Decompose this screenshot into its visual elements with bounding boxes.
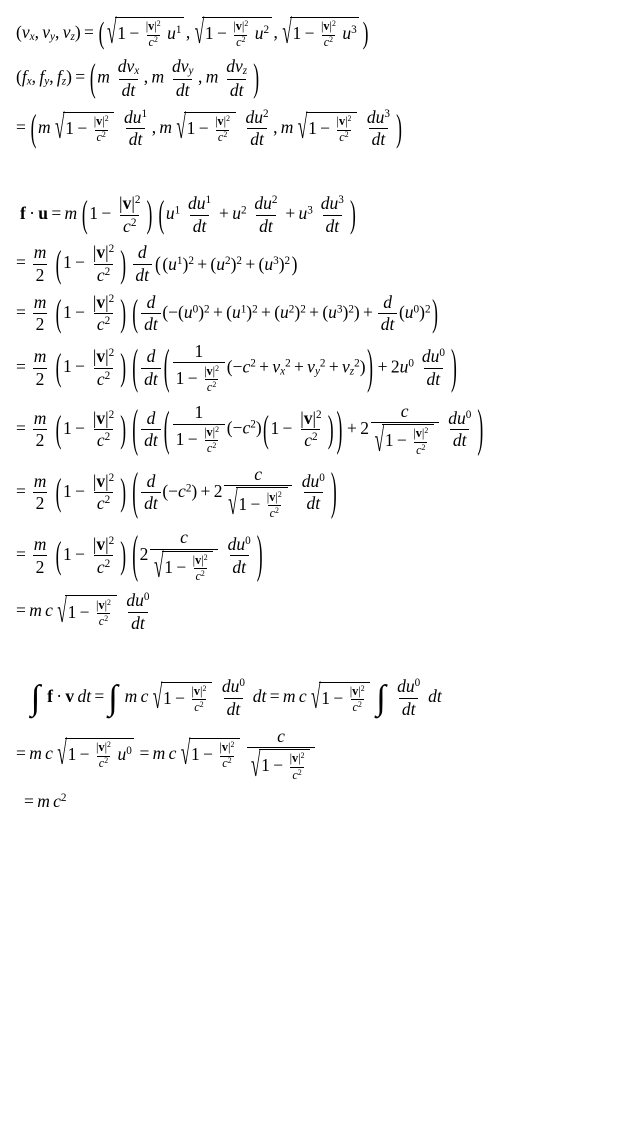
fraction: $\frac{du^1}{dt}$	[124, 106, 148, 150]
fraction: $\frac{|v|^2}{c^2}$	[219, 740, 235, 771]
eq-f-dot-u-result: = m c √ 1 − $\frac{|v|^2}{c^2}$ $\frac{du^0}{dt}$	[16, 591, 622, 633]
fraction: $\frac{|v|^2}{c^2}$	[320, 19, 336, 50]
fraction: $\frac{d}{dt}$	[141, 293, 160, 335]
radical-sign-icon: √	[250, 744, 261, 784]
square-root: √ 1 − $\frac{|v|^2}{c^2}$ $u^3$	[282, 17, 359, 50]
fraction: $\frac{d}{dt}$	[141, 409, 160, 451]
fraction: $\frac{m}{2}$	[33, 291, 47, 335]
fraction: $\frac{|v|^2}{c^2}$	[204, 363, 220, 394]
paren-group: ( $\frac{d}{dt}$ $(-(u^0)^2 + (u^1)^2 + (u^2)^2 + (u^3)^2)$ + $\frac{d}{dt}$ $(u^0)^2$ )	[132, 290, 438, 335]
fraction: $\frac{m}{2}$	[33, 242, 47, 285]
fraction: $\frac{d}{dt}$	[141, 347, 160, 389]
fraction: $\frac{\text{dvy}}{dt}$	[171, 56, 194, 101]
fraction: $\frac{|v|^2}{c^2}$	[96, 740, 111, 771]
fraction: $\frac{|v|^2}{c^2}$	[336, 114, 352, 145]
square-root: √ 1 − $\frac{|v|^2}{c^2}$	[311, 682, 370, 715]
square-root: √ 1 − $\frac{|v|^2}{c^2}$ $u^1$	[107, 17, 184, 50]
radical-sign-icon: √	[176, 107, 186, 147]
fraction: $\frac{|v|^2}{c^2}$	[192, 552, 208, 583]
paren-group: ( $\frac{d}{dt}$ $(-c^2) + 2$ c √ 1 − $\frac{|v|^2}{c^2}$ $\frac{du^0}{dt}$ )	[132, 461, 337, 522]
fraction: $\frac{du^0}{dt}$	[221, 676, 245, 719]
fraction: $\frac{|v|^2}{c^2}$	[96, 597, 111, 628]
equation-block-velocity-and-force-components	[16, 12, 622, 150]
radical-sign-icon: √	[153, 546, 164, 585]
eq-evaluate-u0: = m c √ 1 − $\frac{|v|^2}{c^2}$ $u^0$ = m c √ 1 − $\frac{|v|^2}{c^2}$ c √ 1 − $\frac{|v|^2}{c^2}$	[16, 727, 622, 783]
fraction: $\frac{|v|^2}{c^2}$	[266, 489, 282, 520]
fraction: $\frac{|v|^2}{c^2}$	[191, 683, 207, 715]
radical-sign-icon: √	[374, 419, 385, 459]
square-root: √ 1 − $\frac{|v|^2}{c^2}$	[154, 551, 213, 584]
paren-group: ( 1 1 − $\frac{|v|^2}{c^2}$ $(-c^2)$ ( 1 − $\frac{|v|^2}{c^2}$ ) )	[163, 399, 343, 456]
paren-group: ( 1 − $\frac{|v|^2}{c^2}$ )	[55, 290, 127, 335]
paren-group: ( 1 − $\frac{|v|^2}{c^2}$ )	[263, 405, 334, 451]
fraction: $\frac{|v|^2}{c^2}$	[289, 751, 305, 782]
fraction: $\frac{|v|^2}{c^2}$	[204, 424, 220, 456]
equation-block-f-dot-u-derivation	[16, 191, 622, 633]
fraction: 1 1 − $\frac{|v|^2}{c^2}$	[173, 403, 225, 456]
fraction: c √ 1 − $\frac{|v|^2}{c^2}$	[224, 465, 292, 521]
radical-sign-icon: √	[297, 107, 308, 147]
eq-factor-minus-c2: = $\frac{m}{2}$ ( 1 − $\frac{|v|^2}{c^2}$ ) ( $\frac{d}{dt}$ ( 1 1 − $\frac{|v|^2}{c^2}$ $(-c^2)$ ( 1 − $\frac{|v|^2}{c^2}$ ) ) + 2 c √ 1 − $\frac{|v|^2}{c^2}$ $\frac{du^0}{dt}$ )	[16, 398, 484, 459]
eq-cancel-factors: = $\frac{m}{2}$ ( 1 − $\frac{|v|^2}{c^2}$ ) ( $\frac{d}{dt}$ $(-c^2) + 2$ c √ 1 − $\frac{|v|^2}{c^2}$ $\frac{du^0}{dt}$ )	[16, 461, 337, 522]
fraction: $\frac{m}{2}$	[33, 470, 47, 514]
fraction: $\frac{|v|^2}{c^2}$	[92, 533, 115, 577]
radical-sign-icon: √	[311, 677, 321, 716]
equation-block-work-integral	[16, 677, 622, 812]
fraction: $\frac{|v|^2}{c^2}$	[233, 19, 249, 50]
eq-add-subtract-u0: = $\frac{m}{2}$ ( 1 − $\frac{|v|^2}{c^2}$ ) ( $\frac{d}{dt}$ $(-(u^0)^2 + (u^1)^2 + (u^2)^2 + (u^3)^2)$ + $\frac{d}{dt}$ $(u^0)^2$ )	[16, 290, 438, 335]
paren-group: ( 1 − $\frac{|v|^2}{c^2}$ )	[55, 405, 127, 451]
square-root: √ 1 − $\frac{|v|^2}{c^2}$	[228, 487, 287, 520]
fraction: $\frac{du^0}{dt}$	[227, 533, 251, 577]
fraction: $\frac{|v|^2}{c^2}$	[92, 291, 115, 335]
square-root: √ 1 − $\frac{|v|^2}{c^2}$	[176, 112, 235, 145]
square-root: √ 1 − $\frac{|v|^2}{c^2}$	[181, 738, 240, 771]
radical-sign-icon: √	[194, 12, 205, 51]
square-root: √ 1 − $\frac{|v|^2}{c^2}$	[251, 749, 310, 782]
fraction: $\frac{\text{dvx}}{dt}$	[117, 56, 140, 101]
fraction: $\frac{|v|^2}{c^2}$	[92, 407, 115, 451]
square-root: √ 1 − $\frac{|v|^2}{c^2}$ $u^0$	[57, 738, 134, 771]
fraction: $\frac{m}{2}$	[33, 533, 47, 577]
fraction: $\frac{|v|^2}{c^2}$	[215, 114, 231, 145]
paren-group: ( $(u^1)^2 + (u^2)^2 + (u^3)^2$ )	[154, 251, 298, 276]
fraction: $\frac{du^2}{dt}$	[254, 193, 278, 236]
fraction: $\frac{|v|^2}{c^2}$	[93, 114, 109, 145]
paren-group: ( 1 − $\frac{|v|^2}{c^2}$ )	[55, 344, 127, 389]
fraction: $\frac{d}{dt}$	[378, 293, 397, 335]
paren-group: ( $\frac{d}{dt}$ ( 1 1 − $\frac{|v|^2}{c^2}$ $(-c^2)$ ( 1 − $\frac{|v|^2}{c^2}$ ) ) + 2 c √ 1 − $\frac{|v|^2}{c^2}$ $\frac{du^0}{dt}$ )	[132, 398, 484, 459]
fraction: $\frac{du^0}{dt}$	[448, 407, 472, 451]
square-root: √ 1 − $\frac{|v|^2}{c^2}$	[375, 424, 434, 457]
fraction: $\frac{du^3}{dt}$	[366, 106, 390, 150]
square-root: √ 1 − $\frac{|v|^2}{c^2}$	[153, 682, 212, 715]
fraction: c √ 1 − $\frac{|v|^2}{c^2}$	[371, 402, 439, 458]
eq-constant-derivative-vanishes: = $\frac{m}{2}$ ( 1 − $\frac{|v|^2}{c^2}$ ) ( 2 c √ 1 − $\frac{|v|^2}{c^2}$ $\frac{du^0}{dt}$ )	[16, 524, 263, 585]
equation-list	[16, 12, 622, 813]
fraction: c √ 1 − $\frac{|v|^2}{c^2}$	[150, 528, 218, 584]
fraction: $\frac{du^1}{dt}$	[188, 193, 212, 236]
fraction: $\frac{|v|^2}{c^2}$	[349, 683, 365, 715]
integral-sign: ∫	[376, 677, 386, 717]
eq-work-integral: ∫ f · v dt = ∫ m c √ 1 − $\frac{|v|^2}{c^2}$ $\frac{du^0}{dt}$ dt = m c √ 1 − $\frac{|v|^2}{c^2}$ ∫ $\frac{du^0}{dt}$ dt	[30, 676, 442, 719]
paren-group: ( √ 1 − $\frac{|v|^2}{c^2}$ $u^1$ , √ 1 − $\frac{|v|^2}{c^2}$ $u^2$ , √ 1 − $\frac{|v|^2}{c^2}$ $u^3$ )	[98, 12, 369, 51]
fraction: $\frac{d}{dt}$	[133, 243, 152, 285]
paren-group: ( 1 1 − $\frac{|v|^2}{c^2}$ $(-c^2 + vx^2 + vy^2 + vz^2)$ )	[163, 338, 373, 394]
square-root: √ 1 − $\frac{|v|^2}{c^2}$	[55, 112, 114, 145]
paren-group: ( $\frac{d}{dt}$ ( 1 1 − $\frac{|v|^2}{c^2}$ $(-c^2 + vx^2 + vy^2 + vz^2)$ ) + $2u^0$ $\frac{du^0}{dt}$ )	[132, 338, 457, 394]
integral-sign: ∫	[30, 677, 41, 717]
fraction: $\frac{d}{dt}$	[141, 472, 160, 514]
fraction: $\frac{du^0}{dt}$	[301, 470, 325, 514]
fraction: $\frac{|v|^2}{c^2}$	[92, 242, 115, 285]
radical-sign-icon: √	[152, 677, 163, 716]
fraction: $\frac{|v|^2}{c^2}$	[119, 193, 141, 236]
fraction: $\frac{du^0}{dt}$	[421, 346, 445, 389]
paren-group: ( m $\frac{\text{dvx}}{dt}$ , m $\frac{\text{dvy}}{dt}$ , m $\frac{\text{dvz}}{dt}$ )	[89, 54, 260, 101]
radical-sign-icon: √	[54, 107, 65, 147]
fraction: c √ 1 − $\frac{|v|^2}{c^2}$	[247, 727, 315, 783]
eq-substitute-velocities: = $\frac{m}{2}$ ( 1 − $\frac{|v|^2}{c^2}$ ) ( $\frac{d}{dt}$ ( 1 1 − $\frac{|v|^2}{c^2}$ $(-c^2 + vx^2 + vy^2 + vz^2)$ ) + $2u^0$ $\frac{du^0}{dt}$ )	[16, 338, 457, 394]
fraction: $\frac{du^3}{dt}$	[320, 193, 344, 236]
radical-sign-icon: √	[282, 12, 292, 51]
square-root: √ 1 − $\frac{|v|^2}{c^2}$ $u^2$	[195, 17, 272, 50]
fraction: 1 1 − $\frac{|v|^2}{c^2}$	[173, 342, 225, 395]
radical-sign-icon: √	[228, 482, 238, 522]
fraction: $\frac{m}{2}$	[33, 407, 47, 451]
fraction: $\frac{|v|^2}{c^2}$	[413, 426, 429, 457]
paren-group: ( 1 − $\frac{|v|^2}{c^2}$ )	[55, 240, 127, 285]
fraction: $\frac{|v|^2}{c^2}$	[300, 407, 322, 451]
eq-force-components: (fx, fy, fz) = ( m $\frac{\text{dvx}}{dt}$ , m $\frac{\text{dvy}}{dt}$ , m $\frac{\text{dvz}}{dt}$ )	[16, 54, 260, 101]
eq-f-dot-u: f · u = m ( 1 − $\frac{|v|^2}{c^2}$ ) ( $u^1$ $\frac{du^1}{dt}$ + $u^2$ $\frac{du^2}{dt}$ + $u^3$ $\frac{du^3}{dt}$ )	[20, 191, 356, 236]
eq-force-components-expanded: = ( m √ 1 − $\frac{|v|^2}{c^2}$ $\frac{du^1}{dt}$ , m √ 1 − $\frac{|v|^2}{c^2}$ $\frac{du^2}{dt}$ , m √ 1 − $\frac{|v|^2}{c^2}$ $\frac{du^3}{dt}$ )	[16, 105, 402, 150]
paren-group: ( $u^1$ $\frac{du^1}{dt}$ + $u^2$ $\frac{du^2}{dt}$ + $u^3$ $\frac{du^3}{dt}$ )	[158, 191, 356, 236]
fraction: $\frac{m}{2}$	[33, 346, 47, 389]
radical-sign-icon: √	[180, 733, 191, 772]
paren-group: ( m √ 1 − $\frac{|v|^2}{c^2}$ $\frac{du^1}{dt}$ , m √ 1 − $\frac{|v|^2}{c^2}$ $\frac{du^2}{dt}$ , m √ 1 − $\frac{|v|^2}{c^2}$ $\frac{du^3}{dt}$ )	[30, 105, 402, 150]
paren-group: ( 1 − $\frac{|v|^2}{c^2}$ )	[81, 191, 153, 236]
radical-sign-icon: √	[57, 590, 67, 630]
fraction: $\frac{du^0}{dt}$	[126, 590, 150, 633]
paren-group: ( 1 − $\frac{|v|^2}{c^2}$ )	[55, 469, 127, 514]
radical-sign-icon: √	[107, 12, 117, 51]
fraction: $\frac{|v|^2}{c^2}$	[92, 346, 115, 389]
fraction: $\frac{du^2}{dt}$	[245, 106, 269, 150]
eq-half-derivative-of-squares: = $\frac{m}{2}$ ( 1 − $\frac{|v|^2}{c^2}$ ) $\frac{d}{dt}$ ( $(u^1)^2 + (u^2)^2 + (u^3)^2$ )	[16, 240, 298, 285]
square-root: √ 1 − $\frac{|v|^2}{c^2}$	[57, 595, 116, 628]
eq-mc-squared: = m $c^2$	[24, 790, 67, 811]
integral-sign: ∫	[108, 677, 118, 717]
paren-group: ( 2 c √ 1 − $\frac{|v|^2}{c^2}$ $\frac{du^0}{dt}$ )	[132, 524, 263, 585]
fraction: $\frac{|v|^2}{c^2}$	[92, 470, 115, 514]
square-root: √ 1 − $\frac{|v|^2}{c^2}$	[298, 112, 357, 145]
radical-sign-icon: √	[57, 733, 67, 772]
fraction: $\frac{du^0}{dt}$	[397, 676, 421, 719]
paren-group: ( 1 − $\frac{|v|^2}{c^2}$ )	[55, 532, 127, 577]
eq-velocity-components: (vx, vy, vz) = ( √ 1 − $\frac{|v|^2}{c^2}$ $u^1$ , √ 1 − $\frac{|v|^2}{c^2}$ $u^2$ , √ 1 − $\frac{|v|^2}{c^2}$ $u^3$ )	[16, 12, 369, 51]
fraction: $\frac{|v|^2}{c^2}$	[145, 19, 161, 50]
fraction: $\frac{\text{dvz}}{dt}$	[226, 56, 248, 101]
